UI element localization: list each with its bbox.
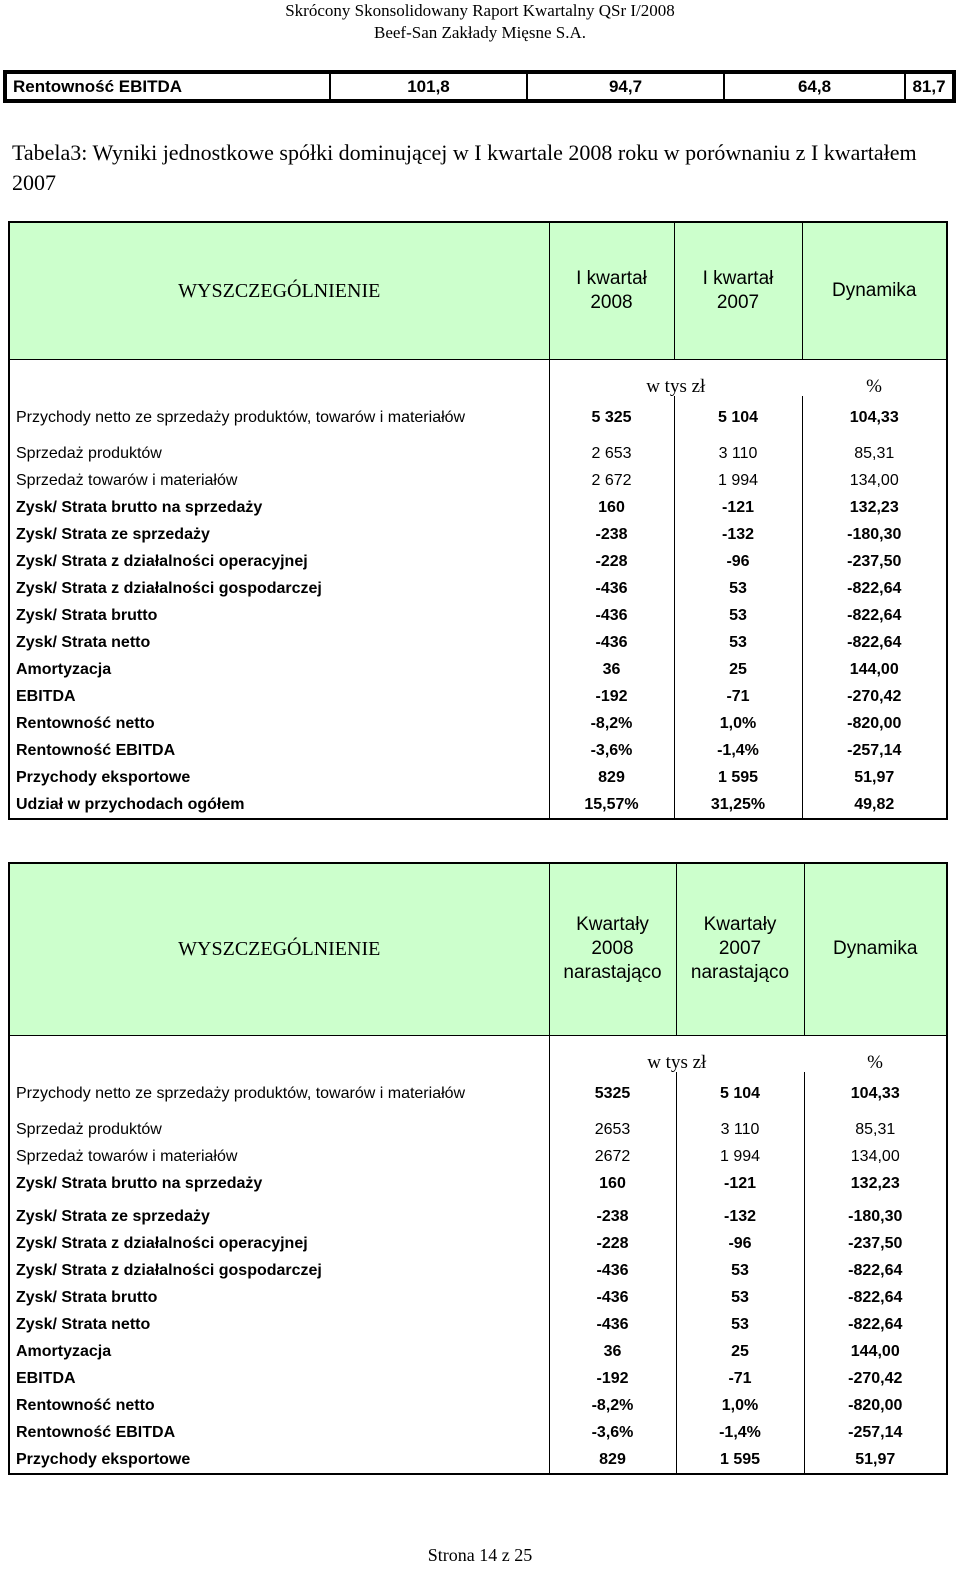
table-row: Zysk/ Strata z działalności operacyjnej -228 -96 -237,50 bbox=[9, 1230, 947, 1257]
header-cumulative-2007: Kwartały 2007 narastająco bbox=[676, 863, 804, 1035]
page-header bbox=[0, 0, 960, 44]
top-summary-row bbox=[3, 70, 956, 103]
table-row: Zysk/ Strata ze sprzedaży -238 -132 -180,30 bbox=[9, 1203, 947, 1230]
table-row: Zysk/ Strata brutto na sprzedaży 160 -121 132,23 bbox=[9, 1170, 947, 1203]
table-row: Zysk/ Strata z działalności gospodarczej -436 53 -822,64 bbox=[9, 1257, 947, 1284]
table-title: Tabela3: Wyniki jednostkowe spółki dominującej w I kwartale 2008 roku w porównaniu z I kwartałem 2007 bbox=[12, 140, 917, 195]
units-amount: w tys zł bbox=[646, 375, 706, 397]
table-row: Zysk/ Strata brutto -436 53 -822,64 bbox=[9, 602, 947, 629]
table-row: Rentowność EBITDA -3,6% -1,4% -257,14 bbox=[9, 1419, 947, 1446]
table-row: Zysk/ Strata ze sprzedaży -238 -132 -180,30 bbox=[9, 521, 947, 548]
units-amount: w tys zł bbox=[647, 1051, 707, 1073]
table-row: Sprzedaż towarów i materiałów 2672 1 994 134,00 bbox=[9, 1143, 947, 1170]
table-row: Zysk/ Strata netto -436 53 -822,64 bbox=[9, 1311, 947, 1338]
table-row: Zysk/ Strata brutto -436 53 -822,64 bbox=[9, 1284, 947, 1311]
results-table-cumulative bbox=[8, 862, 948, 1475]
table-row: Sprzedaż produktów 2 653 3 110 85,31 bbox=[9, 440, 947, 467]
table-row: Rentowność netto -8,2% 1,0% -820,00 bbox=[9, 710, 947, 737]
table-row: Przychody eksportowe 829 1 595 51,97 bbox=[9, 764, 947, 791]
header-cumulative-2008: Kwartały 2008 narastająco bbox=[549, 863, 676, 1035]
top-row-value: 94,7 bbox=[527, 73, 724, 100]
header-company-name: Beef-San Zakłady Mięsne S.A. bbox=[374, 23, 586, 42]
table-row: Sprzedaż produktów 2653 3 110 85,31 bbox=[9, 1116, 947, 1143]
units-percent: % bbox=[867, 1051, 883, 1073]
table-row: Amortyzacja 36 25 144,00 bbox=[9, 1338, 947, 1365]
header-q1-2008: I kwartał 2008 bbox=[549, 222, 674, 359]
top-row-value: 81,7 bbox=[905, 73, 953, 100]
header-dynamics: Dynamika bbox=[802, 222, 947, 359]
table-row: Zysk/ Strata z działalności gospodarczej -436 53 -822,64 bbox=[9, 575, 947, 602]
table-row: Zysk/ Strata z działalności operacyjnej -228 -96 -237,50 bbox=[9, 548, 947, 575]
header-description: WYSZCZEGÓLNIENIE bbox=[9, 222, 549, 359]
table-row: Przychody netto ze sprzedaży produktów, towarów i materiałów 5 325 5 104 104,33 bbox=[9, 396, 947, 440]
table-row: Sprzedaż towarów i materiałów 2 672 1 994 134,00 bbox=[9, 467, 947, 494]
top-row-label: Rentowność EBITDA bbox=[6, 73, 330, 100]
table-row: Rentowność netto -8,2% 1,0% -820,00 bbox=[9, 1392, 947, 1419]
page-number: Strona 14 z 25 bbox=[427, 1545, 533, 1565]
header-description: WYSZCZEGÓLNIENIE bbox=[9, 863, 549, 1035]
top-row-value: 101,8 bbox=[330, 73, 527, 100]
table-row: EBITDA -192 -71 -270,42 bbox=[9, 1365, 947, 1392]
table-row: Przychody eksportowe 829 1 595 51,97 bbox=[9, 1446, 947, 1474]
table-row: Amortyzacja 36 25 144,00 bbox=[9, 656, 947, 683]
table-row: Przychody netto ze sprzedaży produktów, towarów i materiałów 5325 5 104 104,33 bbox=[9, 1072, 947, 1116]
table-row: Zysk/ Strata brutto na sprzedaży 160 -121 132,23 bbox=[9, 494, 947, 521]
table-row: Rentowność EBITDA -3,6% -1,4% -257,14 bbox=[9, 737, 947, 764]
header-q1-2007: I kwartał 2007 bbox=[674, 222, 802, 359]
header-dynamics: Dynamika bbox=[804, 863, 947, 1035]
table-row: Zysk/ Strata netto -436 53 -822,64 bbox=[9, 629, 947, 656]
units-percent: % bbox=[866, 375, 882, 397]
results-table-q1 bbox=[8, 221, 948, 820]
top-row-value: 64,8 bbox=[724, 73, 905, 100]
header-report-title: Skrócony Skonsolidowany Raport Kwartalny QSr I/2008 bbox=[285, 1, 675, 20]
table-row: Udział w przychodach ogółem 15,57% 31,25% 49,82 bbox=[9, 791, 947, 819]
table-row: EBITDA -192 -71 -270,42 bbox=[9, 683, 947, 710]
